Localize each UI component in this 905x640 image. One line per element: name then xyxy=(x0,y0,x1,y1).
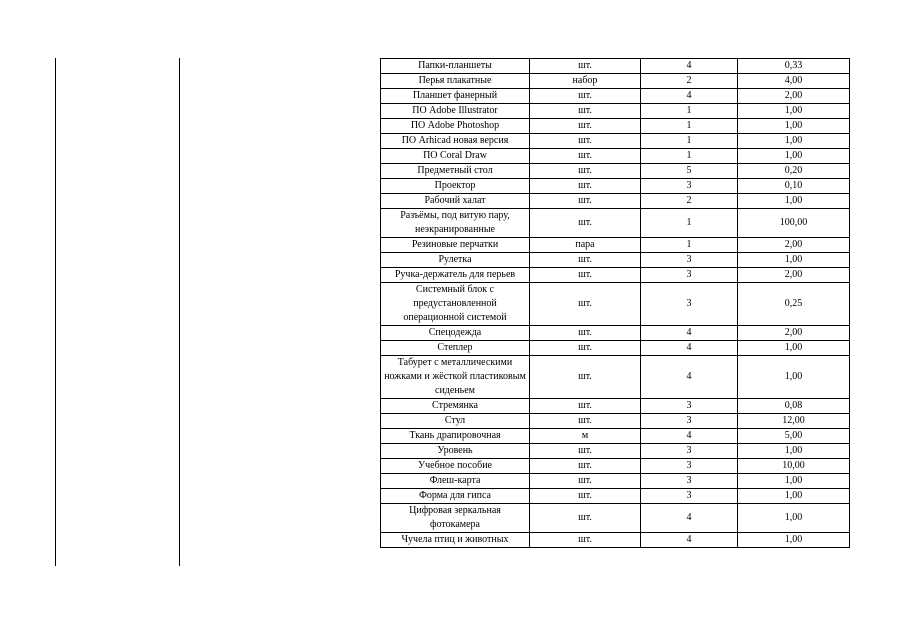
quantity-cell: 1 xyxy=(641,238,738,253)
table-row xyxy=(381,399,850,414)
norm-value-cell: 100,00 xyxy=(738,209,850,238)
item-name-cell: Рабочий халат xyxy=(381,194,530,209)
quantity-cell: 4 xyxy=(641,89,738,104)
quantity-cell: 4 xyxy=(641,59,738,74)
quantity-cell: 3 xyxy=(641,444,738,459)
table-row xyxy=(381,238,850,253)
item-name-cell: Ткань драпировочная xyxy=(381,429,530,444)
norm-value-cell: 1,00 xyxy=(738,253,850,268)
norm-value-cell: 1,00 xyxy=(738,104,850,119)
table-row xyxy=(381,533,850,548)
quantity-cell: 1 xyxy=(641,104,738,119)
norm-value-cell: 10,00 xyxy=(738,459,850,474)
item-name-cell: Разъёмы, под витую пару, неэкранированные xyxy=(381,209,530,238)
table-row xyxy=(381,149,850,164)
quantity-cell: 1 xyxy=(641,209,738,238)
unit-cell: шт. xyxy=(530,356,641,399)
norm-value-cell: 1,00 xyxy=(738,341,850,356)
quantity-cell: 3 xyxy=(641,474,738,489)
unit-cell: шт. xyxy=(530,444,641,459)
norm-value-cell: 5,00 xyxy=(738,429,850,444)
table-row xyxy=(381,326,850,341)
unit-cell: пара xyxy=(530,238,641,253)
item-name-cell: Перья плакатные xyxy=(381,74,530,89)
table-row xyxy=(381,283,850,326)
norm-value-cell: 0,33 xyxy=(738,59,850,74)
norm-value-cell: 1,00 xyxy=(738,504,850,533)
item-name-cell: Уровень xyxy=(381,444,530,459)
unit-cell: шт. xyxy=(530,134,641,149)
unit-cell: шт. xyxy=(530,283,641,326)
quantity-cell: 2 xyxy=(641,194,738,209)
table-row xyxy=(381,268,850,283)
table-row xyxy=(381,356,850,399)
unit-cell: шт. xyxy=(530,179,641,194)
quantity-cell: 2 xyxy=(641,74,738,89)
norm-value-cell: 12,00 xyxy=(738,414,850,429)
item-name-cell: Планшет фанерный xyxy=(381,89,530,104)
item-name-cell: Предметный стол xyxy=(381,164,530,179)
item-name-cell: Спецодежда xyxy=(381,326,530,341)
norm-value-cell: 2,00 xyxy=(738,89,850,104)
norm-value-cell: 4,00 xyxy=(738,74,850,89)
unit-cell: шт. xyxy=(530,459,641,474)
unit-cell: шт. xyxy=(530,268,641,283)
quantity-cell: 3 xyxy=(641,253,738,268)
table-row xyxy=(381,504,850,533)
table-row xyxy=(381,474,850,489)
item-name-cell: Системный блок с предустановленной операционной системой xyxy=(381,283,530,326)
table-row xyxy=(381,414,850,429)
item-name-cell: ПО Adobe Photoshop xyxy=(381,119,530,134)
norm-value-cell: 0,20 xyxy=(738,164,850,179)
norm-value-cell: 1,00 xyxy=(738,444,850,459)
item-name-cell: ПО Arhicad новая версия xyxy=(381,134,530,149)
norm-value-cell: 2,00 xyxy=(738,238,850,253)
item-name-cell: Ручка-держатель для перьев xyxy=(381,268,530,283)
quantity-cell: 3 xyxy=(641,283,738,326)
unit-cell: шт. xyxy=(530,399,641,414)
item-name-cell: Стремянка xyxy=(381,399,530,414)
quantity-cell: 1 xyxy=(641,119,738,134)
equipment-table xyxy=(380,58,850,548)
norm-value-cell: 1,00 xyxy=(738,356,850,399)
item-name-cell: Цифровая зеркальная фотокамера xyxy=(381,504,530,533)
item-name-cell: Проектор xyxy=(381,179,530,194)
table-row xyxy=(381,104,850,119)
quantity-cell: 4 xyxy=(641,429,738,444)
unit-cell: шт. xyxy=(530,489,641,504)
item-name-cell: Рулетка xyxy=(381,253,530,268)
unit-cell: шт. xyxy=(530,194,641,209)
quantity-cell: 3 xyxy=(641,179,738,194)
item-name-cell: Табурет с металлическими ножками и жёсткой пластиковым сиденьем xyxy=(381,356,530,399)
item-name-cell: Стул xyxy=(381,414,530,429)
table-row xyxy=(381,194,850,209)
quantity-cell: 5 xyxy=(641,164,738,179)
quantity-cell: 3 xyxy=(641,489,738,504)
quantity-cell: 1 xyxy=(641,134,738,149)
unit-cell: набор xyxy=(530,74,641,89)
norm-value-cell: 1,00 xyxy=(738,489,850,504)
unit-cell: шт. xyxy=(530,119,641,134)
norm-value-cell: 1,00 xyxy=(738,119,850,134)
quantity-cell: 4 xyxy=(641,326,738,341)
table-row xyxy=(381,253,850,268)
item-name-cell: Степлер xyxy=(381,341,530,356)
unit-cell: шт. xyxy=(530,104,641,119)
norm-value-cell: 1,00 xyxy=(738,194,850,209)
unit-cell: шт. xyxy=(530,341,641,356)
table-row xyxy=(381,444,850,459)
equipment-table-body xyxy=(381,59,850,548)
item-name-cell: Флеш-карта xyxy=(381,474,530,489)
unit-cell: шт. xyxy=(530,209,641,238)
norm-value-cell: 2,00 xyxy=(738,326,850,341)
table-row xyxy=(381,134,850,149)
unit-cell: шт. xyxy=(530,149,641,164)
norm-value-cell: 0,08 xyxy=(738,399,850,414)
item-name-cell: Чучела птиц и животных xyxy=(381,533,530,548)
table-row xyxy=(381,429,850,444)
quantity-cell: 3 xyxy=(641,414,738,429)
unit-cell: шт. xyxy=(530,326,641,341)
norm-value-cell: 1,00 xyxy=(738,533,850,548)
second-column-rule xyxy=(179,58,180,566)
unit-cell: шт. xyxy=(530,89,641,104)
norm-value-cell: 1,00 xyxy=(738,134,850,149)
unit-cell: шт. xyxy=(530,414,641,429)
item-name-cell: Резиновые перчатки xyxy=(381,238,530,253)
quantity-cell: 1 xyxy=(641,149,738,164)
table-row xyxy=(381,119,850,134)
quantity-cell: 4 xyxy=(641,504,738,533)
unit-cell: шт. xyxy=(530,253,641,268)
quantity-cell: 3 xyxy=(641,399,738,414)
norm-value-cell: 1,00 xyxy=(738,149,850,164)
item-name-cell: Папки-планшеты xyxy=(381,59,530,74)
norm-value-cell: 0,10 xyxy=(738,179,850,194)
norm-value-cell: 2,00 xyxy=(738,268,850,283)
unit-cell: шт. xyxy=(530,533,641,548)
unit-cell: шт. xyxy=(530,504,641,533)
unit-cell: шт. xyxy=(530,474,641,489)
item-name-cell: Учебное пособие xyxy=(381,459,530,474)
table-row xyxy=(381,209,850,238)
item-name-cell: Форма для гипса xyxy=(381,489,530,504)
table-row xyxy=(381,341,850,356)
table-row xyxy=(381,59,850,74)
table-row xyxy=(381,164,850,179)
unit-cell: шт. xyxy=(530,164,641,179)
norm-value-cell: 1,00 xyxy=(738,474,850,489)
table-row xyxy=(381,489,850,504)
table-row xyxy=(381,89,850,104)
item-name-cell: ПО Coral Draw xyxy=(381,149,530,164)
quantity-cell: 3 xyxy=(641,268,738,283)
unit-cell: м xyxy=(530,429,641,444)
quantity-cell: 4 xyxy=(641,356,738,399)
table-row xyxy=(381,459,850,474)
item-name-cell: ПО Adobe Illustrator xyxy=(381,104,530,119)
quantity-cell: 4 xyxy=(641,533,738,548)
table-row xyxy=(381,74,850,89)
quantity-cell: 3 xyxy=(641,459,738,474)
quantity-cell: 4 xyxy=(641,341,738,356)
table-row xyxy=(381,179,850,194)
norm-value-cell: 0,25 xyxy=(738,283,850,326)
left-column-rule xyxy=(55,58,56,566)
unit-cell: шт. xyxy=(530,59,641,74)
